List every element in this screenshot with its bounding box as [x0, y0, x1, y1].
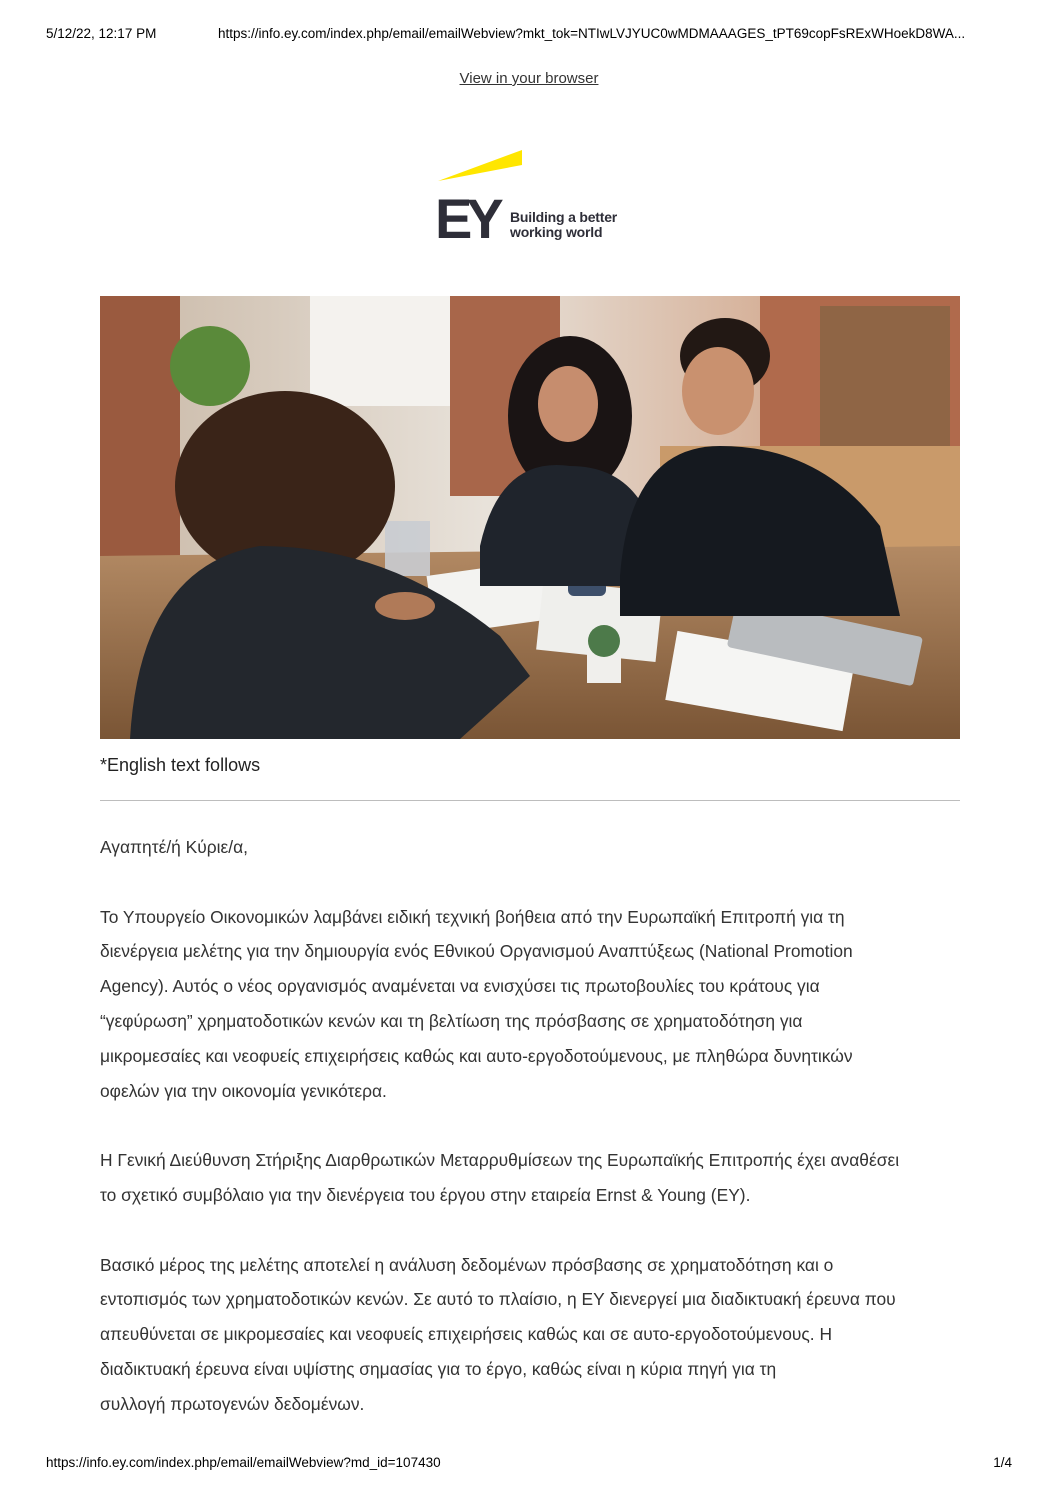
ey-tagline-line2: working world: [510, 224, 603, 240]
paragraph-2: [100, 1143, 962, 1213]
print-datetime: 5/12/22, 12:17 PM: [46, 26, 157, 41]
view-in-browser-link[interactable]: View in your browser: [459, 70, 599, 87]
paragraph-3-line: εντοπισμός των χρηματοδοτικών κενών. Σε αυτό το πλαίσιο, η EY διενεργεί μια διαδικτυακή έρευνα που: [100, 1289, 896, 1310]
email-body: [100, 830, 962, 1456]
succulent: [588, 625, 620, 657]
window: [310, 296, 450, 406]
paragraph-1-line: Agency). Αυτός ο νέος οργανισμός αναμένεται να ενισχύσει τις πρωτοβουλίες του κράτους για: [100, 976, 820, 997]
ey-logo: [432, 148, 632, 244]
paragraph-3-line: απευθύνεται σε μικρομεσαίες και νεοφυείς επιχειρήσεις καθώς και σε αυτο-εργοδοτούμενους. Η: [100, 1324, 833, 1345]
ey-wordmark: EY: [435, 187, 498, 244]
woman-face: [538, 366, 598, 442]
paragraph-1-line: μικρομεσαίες και νεοφυείς επιχειρήσεις καθώς και αυτο-εργοδοτούμενους, με πληθώρα δυνητικών: [100, 1045, 853, 1066]
english-text-note: *English text follows: [100, 755, 261, 775]
paragraph-1-line: διενέργεια μελέτης για την δημιουργία ενός Εθνικού Οργανισμού Αναπτύξεως (National Promotion: [100, 941, 853, 962]
paragraph-1-line: οφελών για την οικονομία γενικότερα.: [100, 1080, 387, 1101]
shelf: [820, 306, 950, 456]
divider: [100, 800, 960, 801]
page-number: 1/4: [993, 1455, 1012, 1470]
hand: [375, 592, 435, 620]
ey-tagline: [510, 210, 617, 240]
print-header: [46, 26, 1012, 44]
ey-tagline-line1: Building a better: [510, 209, 618, 225]
office-meeting-illustration: [100, 296, 960, 739]
paragraph-3-line: συλλογή πρωτογενών δεδομένων.: [100, 1393, 365, 1414]
pen-holder: [385, 521, 430, 576]
plant-leaves: [170, 326, 250, 406]
paragraph-2-line: το σχετικό συμβόλαιο για την διενέργεια του έργου στην εταιρεία Ernst & Young (EY).: [100, 1184, 751, 1205]
paragraph-1: [100, 900, 962, 1109]
view-in-browser-row: [0, 70, 1058, 88]
ey-beam-icon: [438, 150, 522, 181]
brick-wall-left: [100, 296, 180, 556]
paragraph-2-line: Η Γενική Διεύθυνση Στήριξης Διαρθρωτικών Μεταρρυθμίσεων της Ευρωπαϊκής Επιτροπής έχει αναθέσει: [100, 1150, 900, 1171]
paragraph-1-line: Το Υπουργείο Οικονομικών λαμβάνει ειδική τεχνική βοήθεια από την Ευρωπαϊκή Επιτροπή για τη: [100, 906, 845, 927]
paragraph-3: [100, 1248, 962, 1422]
man-face: [682, 347, 754, 435]
paragraph-1-line: “γεφύρωση” χρηματοδοτικών κενών και τη βελτίωση της πρόσβασης σε χρηματοδότηση για: [100, 1010, 803, 1031]
print-footer-url: https://info.ey.com/index.php/email/emailWebview?md_id=107430: [46, 1455, 441, 1470]
print-url: https://info.ey.com/index.php/email/emailWebview?mkt_tok=NTIwLVJYUC0wMDMAAAGES_tPT69copFsRExWHoekD8WA...: [218, 26, 966, 41]
paragraph-3-line: Βασικό μέρος της μελέτης αποτελεί η ανάλυση δεδομένων πρόσβασης σε χρηματοδότηση και ο: [100, 1254, 834, 1275]
hero-photo: [100, 296, 960, 739]
greeting: Αγαπητέ/ή Κύριε/α,: [100, 837, 248, 857]
paragraph-3-line: διαδικτυακή έρευνα είναι υψίστης σημασίας για το έργο, καθώς είναι η κύρια πηγή για τη: [100, 1358, 777, 1379]
